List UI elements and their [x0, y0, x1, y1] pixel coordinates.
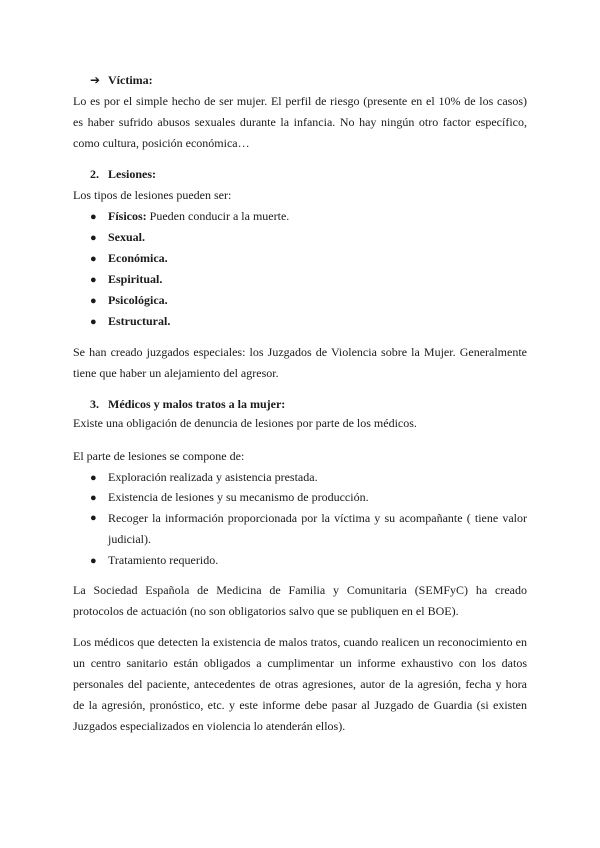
- list-item: ● Espiritual.: [90, 269, 162, 291]
- list-item: ● Exploración realizada y asistencia prestada.: [90, 467, 318, 489]
- lesiones-intro: Los tipos de lesiones pueden ser:: [73, 188, 232, 202]
- bullet-icon: ●: [90, 211, 97, 223]
- medicos-heading: 3. Médicos y malos tratos a la mujer:: [90, 397, 286, 411]
- arrow-icon: ➔: [90, 73, 101, 87]
- final-line-4: de la agresión, pronóstico, etc. y este informe debe pasar al Juzgado de Guardia (si existen: [73, 698, 527, 712]
- bullet-icon: ●: [90, 253, 97, 265]
- bullet-icon: ●: [90, 492, 97, 504]
- semfyc-line-1: La Sociedad Española de Medicina de Familia y Comunitaria (SEMFyC) ha creado: [73, 583, 527, 597]
- parte-intro: El parte de lesiones se compone de:: [73, 449, 245, 463]
- bullet-icon: ●: [90, 512, 97, 524]
- victima-line-1: Lo es por el simple hecho de ser mujer. El perfil de riesgo (presente en el 10% de los casos): [73, 94, 527, 108]
- lesiones-heading: 2. Lesiones:: [90, 167, 156, 181]
- lesiones-closing-2: tiene que haber un alejamiento del agresor.: [73, 366, 279, 380]
- list-item: ● Recoger la información proporcionada por la víctima y su acompañante ( tiene valor: [90, 508, 527, 529]
- list-item: ● Existencia de lesiones y su mecanismo de producción.: [90, 487, 369, 509]
- bullet-icon: ●: [90, 472, 97, 484]
- medicos-intro: Existe una obligación de denuncia de lesiones por parte de los médicos.: [73, 416, 417, 430]
- list-item: ● Económica.: [90, 248, 168, 270]
- list-item: ● Tratamiento requerido.: [90, 550, 218, 572]
- list-item: ● Físicos: Pueden conducir a la muerte.: [90, 206, 289, 228]
- victima-line-3: como cultura, posición económica…: [73, 136, 250, 150]
- bullet-icon: ●: [90, 274, 97, 286]
- final-line-2: un centro sanitario están obligados a cumplimentar un informe exhaustivo con los datos: [73, 656, 527, 670]
- final-line-1: Los médicos que detecten la existencia de malos tratos, cuando realicen un reconocimiento en: [73, 635, 527, 649]
- semfyc-line-2: protocolos de actuación (no son obligatorios salvo que se publiquen en el BOE).: [73, 604, 459, 618]
- list-item: ● Psicológica.: [90, 290, 168, 312]
- list-item-continuation: judicial).: [108, 532, 151, 546]
- list-item: ● Estructural.: [90, 311, 170, 333]
- bullet-icon: ●: [90, 295, 97, 307]
- bullet-icon: ●: [90, 316, 97, 328]
- bullet-icon: ●: [90, 555, 97, 567]
- final-line-5: Juzgados especializados en violencia lo atenderán ellos).: [73, 719, 346, 733]
- victima-line-2: es haber sufrido abusos sexuales durante la infancia. No hay ningún otro factor específico,: [73, 115, 527, 129]
- lesiones-closing-1: Se han creado juzgados especiales: los Juzgados de Violencia sobre la Mujer. Generalmente: [73, 345, 527, 359]
- final-line-3: personales del paciente, antecedentes de otras agresiones, autor de la agresión, fecha y hora: [73, 677, 527, 691]
- list-item: ● Sexual.: [90, 227, 145, 249]
- bullet-icon: ●: [90, 232, 97, 244]
- victima-heading: ➔ Víctima:: [90, 70, 153, 91]
